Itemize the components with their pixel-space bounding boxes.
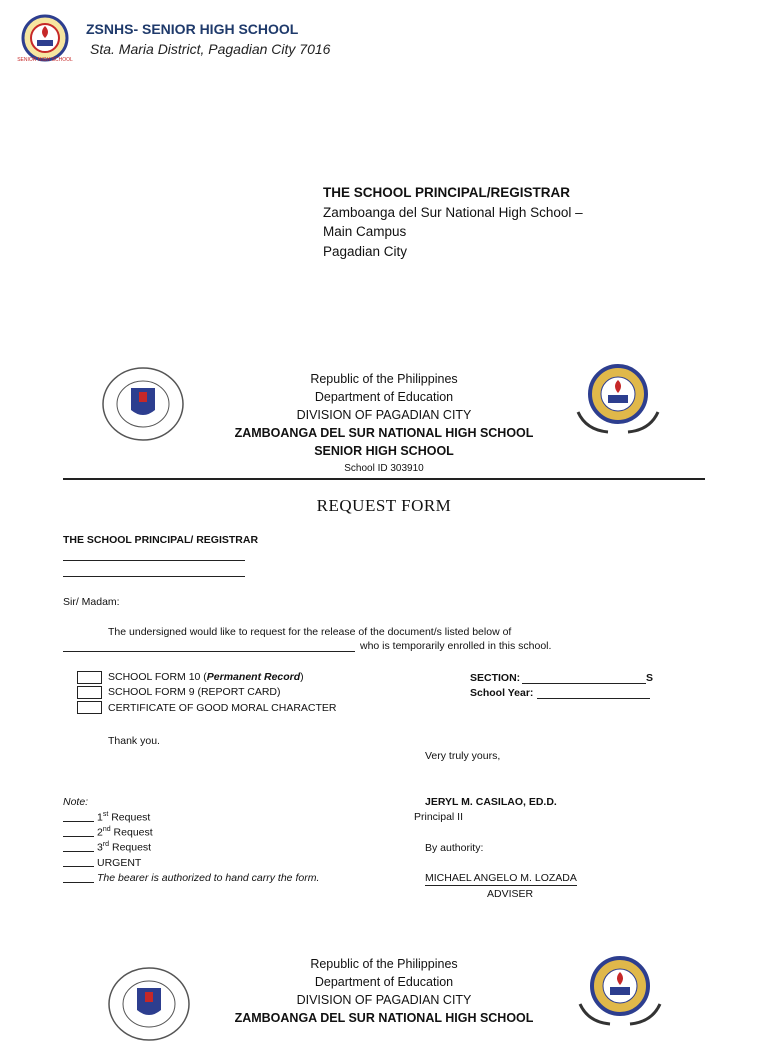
sf9-label: SCHOOL FORM 9 (REPORT CARD) <box>108 686 281 698</box>
good-moral-checkbox[interactable] <box>77 701 102 714</box>
form-title: REQUEST FORM <box>316 496 452 515</box>
form-addressee: THE SCHOOL PRINCIPAL/ REGISTRAR <box>63 534 259 546</box>
deped-text: Department of Education <box>314 390 454 404</box>
closing: Very truly yours, <box>425 750 501 762</box>
address-line-4: Pagadian City <box>323 243 408 259</box>
note-1-blank[interactable] <box>63 821 94 822</box>
note-2: 2nd Request <box>97 826 153 839</box>
request-paragraph <box>63 625 705 640</box>
note-1: 1st Request <box>97 811 151 824</box>
deped-text-2: Department of Education <box>314 975 454 989</box>
addressee-blank-2[interactable] <box>63 576 245 577</box>
request-body-line1: The undersigned would like to request for the release of the document/s listed below of <box>108 626 512 638</box>
address-line-1: THE SCHOOL PRINCIPAL/REGISTRAR <box>323 185 571 200</box>
section-blank[interactable] <box>522 683 646 684</box>
section-label: SECTION: <box>470 672 521 684</box>
letterhead-2 <box>0 955 768 1027</box>
by-authority: By authority: <box>425 842 484 854</box>
note-2-blank[interactable] <box>63 836 94 837</box>
address-line-3: Main Campus <box>323 224 407 239</box>
division-text-2: DIVISION OF PAGADIAN CITY <box>296 993 472 1007</box>
letterhead-rule <box>63 478 705 480</box>
request-body-line2: who is temporarily enrolled in this school. <box>360 640 552 652</box>
section-suffix: S <box>646 672 654 684</box>
school-year-blank[interactable] <box>537 698 650 699</box>
adviser-name: MICHAEL ANGELO M. LOZADA <box>425 872 577 884</box>
school-year-label: School Year: <box>470 687 534 699</box>
letterhead-1 <box>0 370 768 478</box>
sf10-checkbox[interactable] <box>77 671 102 684</box>
header-district: Sta. Maria District, Pagadian City 7016 <box>90 41 331 57</box>
note-bearer-blank[interactable] <box>63 882 94 883</box>
salutation: Sir/ Madam: <box>63 596 120 608</box>
principal-name: JERYL M. CASILAO, ED.D. <box>425 796 557 808</box>
header-school-name: ZSNHS- SENIOR HIGH SCHOOL <box>86 21 299 37</box>
logo-caption: SENIOR HIGH SCHOOL <box>17 57 73 63</box>
principal-title: Principal II <box>414 811 464 823</box>
note-urgent-blank[interactable] <box>63 866 94 867</box>
note-label: Note: <box>63 796 89 808</box>
note-3: 3rd Request <box>97 841 152 854</box>
school-text-2: ZAMBOANGA DEL SUR NATIONAL HIGH SCHOOL <box>234 1011 534 1025</box>
note-3-blank[interactable] <box>63 851 94 852</box>
school-text: ZAMBOANGA DEL SUR NATIONAL HIGH SCHOOL <box>234 426 534 440</box>
good-moral-label: CERTIFICATE OF GOOD MORAL CHARACTER <box>108 702 337 714</box>
sf10-label: SCHOOL FORM 10 (Permanent Record) <box>108 671 304 683</box>
thank-you: Thank you. <box>108 735 160 747</box>
address-line-2: Zamboanga del Sur National High School – <box>323 204 583 220</box>
note-bearer: The bearer is authorized to hand carry the form. <box>97 872 320 884</box>
republic-text-2: Republic of the Philippines <box>310 957 458 971</box>
address-block <box>323 183 583 261</box>
school-id: School ID 303910 <box>344 463 424 474</box>
addressee-blank-1[interactable] <box>63 560 245 561</box>
division-text: DIVISION OF PAGADIAN CITY <box>296 408 472 422</box>
shs-text: SENIOR HIGH SCHOOL <box>314 444 454 458</box>
note-urgent: URGENT <box>97 857 142 869</box>
sf9-checkbox[interactable] <box>77 686 102 699</box>
republic-text: Republic of the Philippines <box>310 372 458 386</box>
student-name-blank[interactable] <box>63 651 355 652</box>
adviser-title: ADVISER <box>487 888 534 900</box>
